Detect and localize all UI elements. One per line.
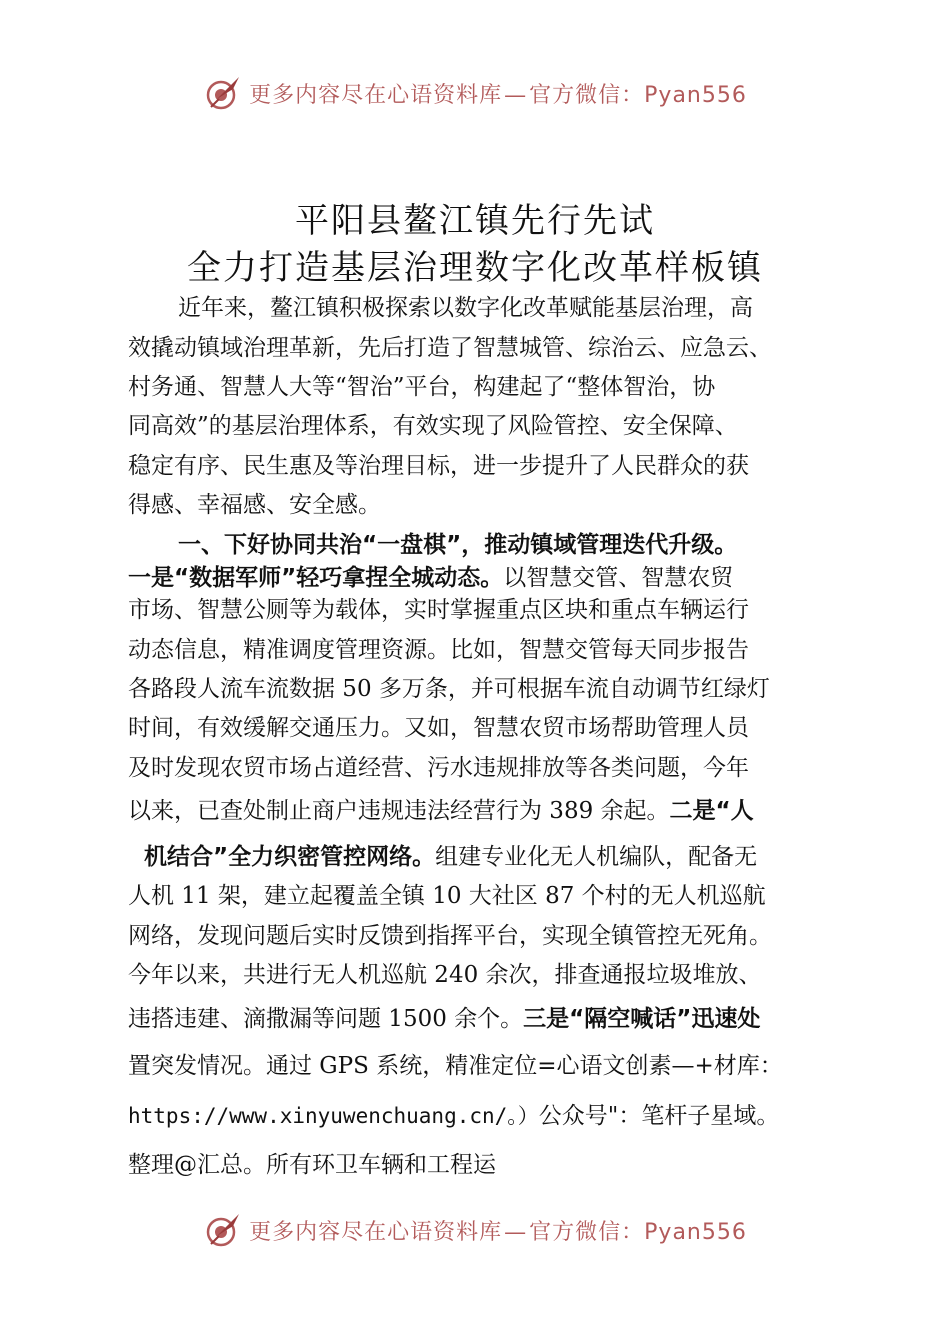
- footer-banner: [0, 1205, 950, 1255]
- body-line: 一是“数据军师”轻巧拿捏全城动态。以智慧交管、智慧农贸: [128, 565, 734, 591]
- body-line: 以来，已查处制止商户违规违法经营行为 389 余起。二是“人: [128, 798, 754, 824]
- body-line: 市场、智慧公厕等为载体，实时掌握重点区块和重点车辆运行: [128, 597, 749, 623]
- body-line: 时间，有效缓解交通压力。又如，智慧农贸市场帮助管理人员: [128, 715, 749, 741]
- body-line: 同高效”的基层治理体系，有效实现了风险管控、安全保障、: [128, 413, 738, 439]
- body-line: 效撬动镇域治理革新，先后打造了智慧城管、综治云、应急云、: [128, 335, 772, 361]
- body-line: 村务通、智慧人大等“智治”平台，构建起了“整体智治，协: [128, 374, 716, 400]
- title-line-2: 全力打造基层治理数字化改革样板镇: [187, 248, 763, 288]
- body-line: 近年来，鳌江镇积极探索以数字化改革赋能基层治理，高: [178, 295, 753, 321]
- body-line: 稳定有序、民生惠及等治理目标，进一步提升了人民群众的获: [128, 453, 749, 479]
- wechat-id: Pyan556: [644, 82, 747, 108]
- body-line: 动态信息，精准调度管理资源。比如，智慧交管每天同步报告: [128, 637, 749, 663]
- wechat-id: Pyan556: [644, 1219, 747, 1245]
- body-line: 整理@汇总。所有环卫车辆和工程运: [128, 1152, 496, 1178]
- body-line: 机结合”全力织密管控网络。组建专业化无人机编队，配备无: [144, 844, 758, 870]
- body-line: 网络，发现问题后实时反馈到指挥平台，实现全镇管控无死角。: [128, 923, 772, 949]
- body-line: 各路段人流车流数据 50 多万条，并可根据车流自动调节红绿灯: [128, 676, 770, 702]
- url-text: https://www.xinyuwenchuang.cn/。）: [128, 1104, 539, 1128]
- title-line-1: 平阳县鳌江镇先行先试: [295, 201, 655, 241]
- banner-text: 更多内容尽在心语资料库—官方微信：Pyan556: [249, 82, 747, 108]
- header-banner: [0, 68, 950, 118]
- body-line: 得感、幸福感、安全感。: [128, 492, 381, 518]
- body-line: 人机 11 架，建立起覆盖全镇 10 大社区 87 个村的无人机巡航: [128, 883, 766, 909]
- section-heading: 一、下好协同共治“一盘棋”，推动镇域管理迭代升级。: [178, 532, 738, 558]
- body-line: 置突发情况。通过 GPS 系统，精准定位=心语文创素—+材库：: [128, 1053, 783, 1079]
- body-line: 违搭违建、滴撒漏等问题 1500 余个。三是“隔空喊话”迅速处: [128, 1006, 761, 1032]
- quill-logo-icon: [203, 73, 243, 113]
- body-line: 今年以来，共进行无人机巡航 240 余次，排查通报垃圾堆放、: [128, 962, 762, 988]
- banner-text: 更多内容尽在心语资料库—官方微信：Pyan556: [249, 1219, 747, 1245]
- body-line: 及时发现农贸市场占道经营、污水违规排放等各类问题，今年: [128, 755, 749, 781]
- quill-logo-icon: [203, 1210, 243, 1250]
- body-line: https://www.xinyuwenchuang.cn/。）公众号"：笔杆子星域。: [128, 1103, 780, 1129]
